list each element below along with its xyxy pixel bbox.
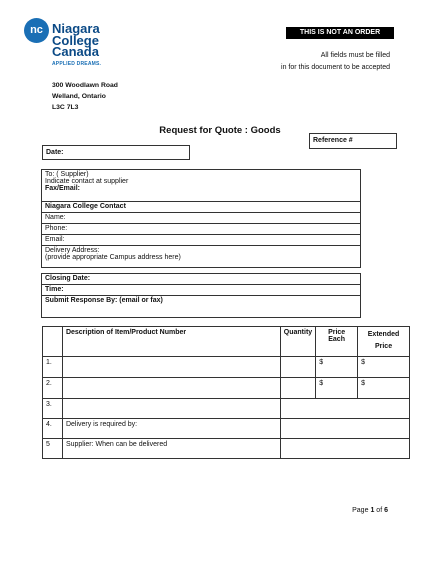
table-row	[43, 399, 410, 419]
college-logo-name	[52, 23, 100, 58]
contact-email-label: Email:	[45, 236, 65, 243]
header-quantity: Quantity	[280, 327, 315, 357]
delivery-address-label: Delivery Address:	[45, 247, 100, 254]
address-street: 300 Woodlawn Road	[52, 82, 118, 89]
row-description[interactable]	[62, 357, 280, 378]
reference-label: Reference #	[313, 137, 353, 144]
submit-response-label: Submit Response By: (email or fax)	[45, 297, 163, 304]
reference-field[interactable]	[309, 133, 397, 149]
college-contact-heading: Niagara College Contact	[42, 202, 360, 213]
fax-email-label: Fax/Email:	[45, 185, 81, 192]
not-an-order-banner: THIS IS NOT AN ORDER	[286, 27, 394, 39]
requirement-line-1: All fields must be filled	[320, 52, 390, 59]
supplier-section	[41, 169, 361, 268]
closing-time-field[interactable]	[42, 285, 360, 296]
items-table	[42, 326, 410, 459]
row-number: 5	[43, 439, 63, 459]
row-number: 1.	[43, 357, 63, 378]
table-row	[43, 378, 410, 399]
supplier-to-field[interactable]	[42, 170, 360, 202]
items-header-row	[43, 327, 410, 357]
contact-name-field[interactable]	[42, 213, 360, 224]
header-price-each: Price Each	[316, 327, 358, 357]
logo-line-1: Niagara	[52, 21, 100, 36]
page-prefix: Page	[352, 507, 369, 514]
row-description[interactable]: Delivery is required by:	[62, 419, 280, 439]
header-description: Description of Item/Product Number	[62, 327, 280, 357]
table-row	[43, 357, 410, 378]
page-total: 6	[384, 507, 388, 514]
row-quantity[interactable]	[280, 378, 315, 399]
logo-line-3: Canada	[52, 44, 99, 59]
closing-section	[41, 273, 361, 318]
page-title: Request for Quote : Goods	[159, 125, 281, 136]
header-number	[43, 327, 63, 357]
row-price-each[interactable]: $	[316, 357, 358, 378]
delivery-address-hint: (provide appropriate Campus address here)	[45, 254, 181, 261]
row-description[interactable]: Supplier: When can be delivered	[62, 439, 280, 459]
row-number: 3.	[43, 399, 63, 419]
logo-tagline: APPLIED DREAMS.	[52, 61, 102, 67]
contact-phone-field[interactable]	[42, 224, 360, 235]
requirement-line-2: in for this document to be accepted	[281, 64, 390, 71]
row-price-each[interactable]: $	[316, 378, 358, 399]
page-number	[352, 507, 388, 514]
contact-email-field[interactable]	[42, 235, 360, 246]
supplier-to-label: To: ( Supplier)	[45, 171, 89, 178]
row-number: 2.	[43, 378, 63, 399]
submit-response-field[interactable]	[42, 296, 360, 317]
table-row	[43, 419, 410, 439]
address-city: Welland, Ontario	[52, 93, 106, 100]
page-of: of	[376, 507, 383, 514]
row-extended-price[interactable]: $	[358, 378, 410, 399]
delivery-address-field[interactable]	[42, 246, 360, 267]
row-extended-price[interactable]: $	[358, 357, 410, 378]
date-label: Date:	[46, 149, 64, 156]
date-field[interactable]	[42, 145, 190, 160]
row-details[interactable]	[280, 439, 409, 459]
row-number: 4.	[43, 419, 63, 439]
college-logo-mark: nc	[24, 18, 49, 43]
row-description[interactable]	[62, 378, 280, 399]
closing-date-field[interactable]	[42, 274, 360, 285]
table-row	[43, 439, 410, 459]
contact-phone-label: Phone:	[45, 225, 68, 232]
logo-line-2: College	[52, 32, 99, 48]
row-description[interactable]	[62, 399, 280, 419]
row-details[interactable]	[280, 419, 409, 439]
page-current: 1	[370, 507, 375, 514]
contact-name-label: Name:	[45, 214, 66, 221]
header-extended-price: Extended Price	[358, 327, 410, 357]
closing-time-label: Time:	[45, 286, 64, 293]
row-details[interactable]	[280, 399, 409, 419]
supplier-contact-hint: Indicate contact at supplier	[45, 178, 129, 185]
address-postal: L3C 7L3	[52, 104, 79, 111]
closing-date-label: Closing Date:	[45, 275, 91, 282]
row-quantity[interactable]	[280, 357, 315, 378]
